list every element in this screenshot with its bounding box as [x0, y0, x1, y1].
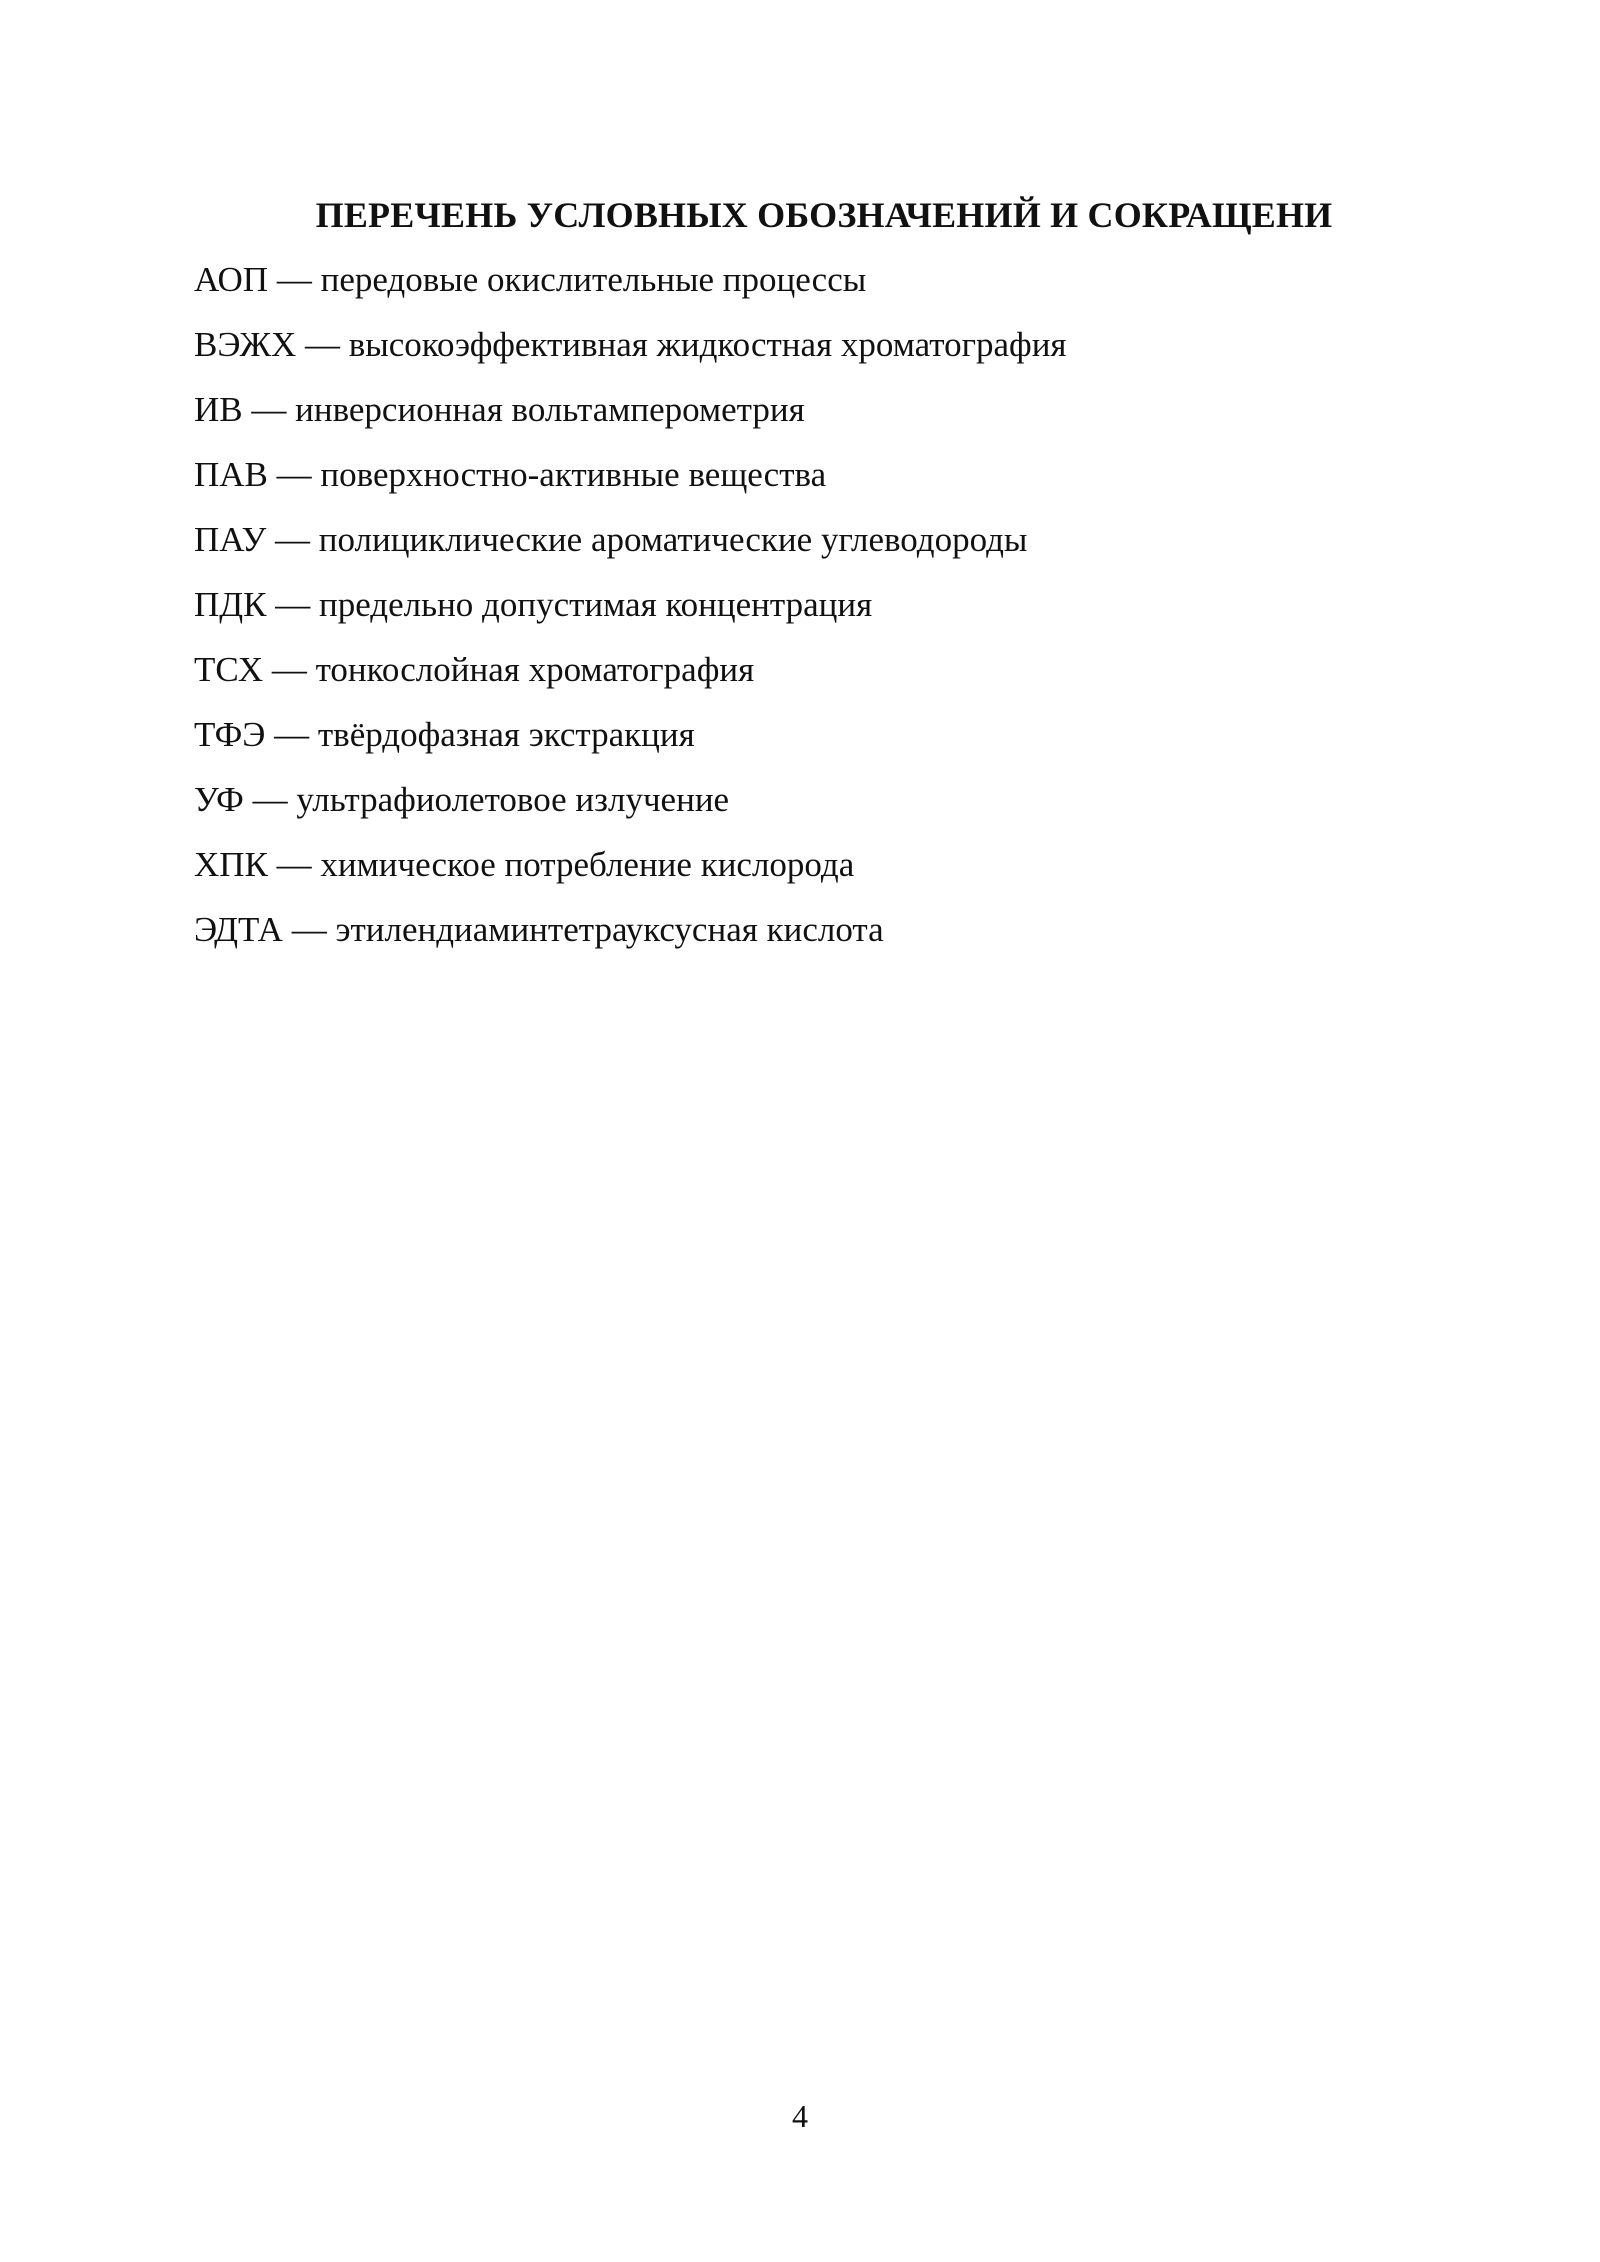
- abbreviations-list: [194, 258, 1067, 973]
- abbreviation-item-iv: ИВ — инверсионная вольтамперометрия: [194, 390, 805, 429]
- page-title: ПЕРЕЧЕНЬ УСЛОВНЫХ ОБОЗНАЧЕНИЙ И СОКРАЩЕНИ: [315, 195, 1333, 235]
- abbreviation-item-vezhkh: ВЭЖХ — высокоэффективная жидкостная хроматография: [194, 325, 1067, 364]
- abbreviation-item-uf: УФ — ультрафиолетовое излучение: [194, 780, 730, 819]
- abbreviation-item-pav: ПАВ — поверхностно-активные вещества: [194, 455, 827, 494]
- abbreviation-item-pau: ПАУ — полициклические ароматические углеводороды: [194, 520, 1028, 559]
- abbreviation-item-tskh: ТСХ — тонкослойная хроматография: [194, 650, 755, 689]
- abbreviation-item-edta: ЭДТА — этилендиаминтетрауксусная кислота: [194, 910, 884, 949]
- abbreviation-item-aop: АОП — передовые окислительные процессы: [194, 260, 867, 299]
- page-number: 4: [792, 2098, 808, 2134]
- abbreviation-item-tfe: ТФЭ — твёрдофазная экстракция: [194, 715, 695, 754]
- abbreviation-item-khpk: ХПК — химическое потребление кислорода: [194, 845, 855, 884]
- abbreviation-item-pdk: ПДК — предельно допустимая концентрация: [194, 585, 873, 624]
